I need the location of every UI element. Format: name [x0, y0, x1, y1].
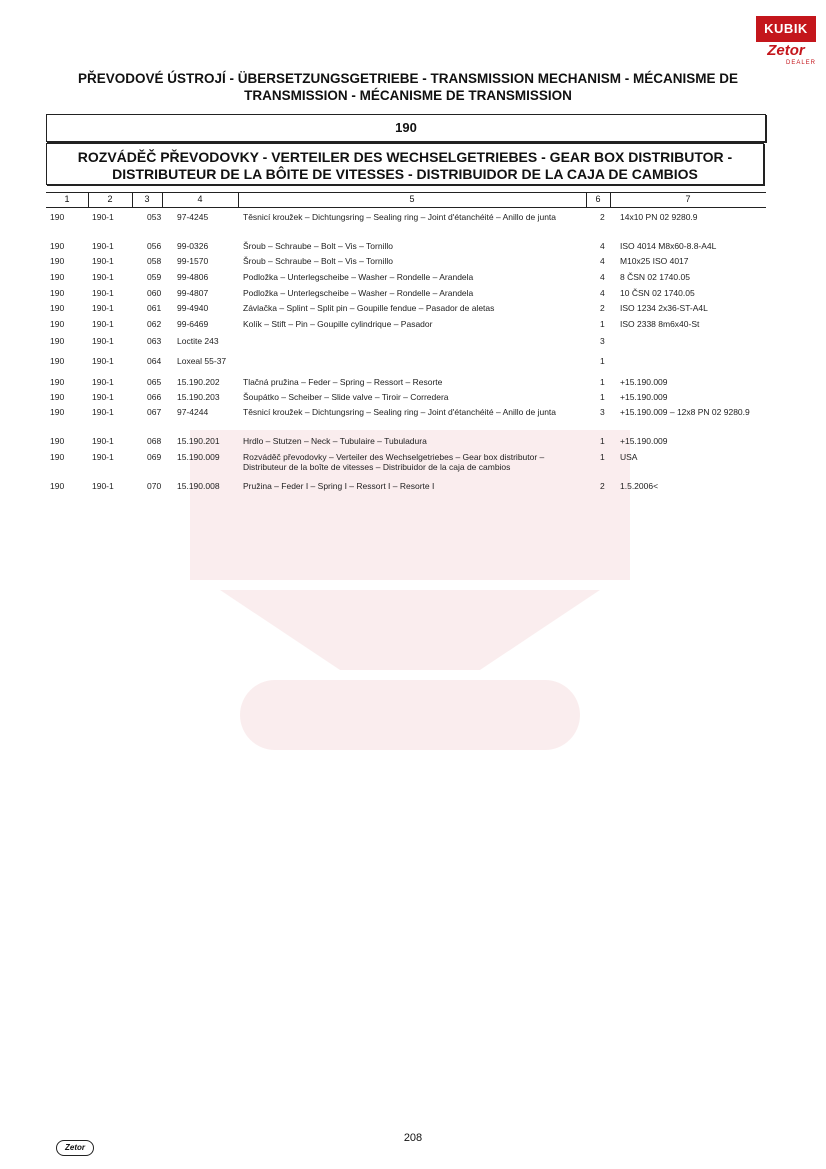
row-quantity: 2 — [600, 481, 605, 491]
row-description: Pružina – Feder I – Spring I – Ressort I – Resorte I — [243, 481, 435, 491]
row-ref: 190 — [50, 288, 65, 298]
row-position: 069 — [147, 452, 162, 462]
row-part-number: 15.190.202 — [177, 377, 220, 387]
row-group: 190-1 — [92, 319, 114, 329]
row-position: 061 — [147, 303, 162, 313]
row-ref: 190 — [50, 436, 65, 446]
row-part-number: 99-4940 — [177, 303, 209, 313]
row-quantity: 1 — [600, 436, 605, 446]
row-description: Šroub – Schraube – Bolt – Vis – Tornillo — [243, 256, 393, 266]
footer-zetor-logo: Zetor — [56, 1140, 94, 1156]
section-number-box: 190 — [46, 114, 766, 142]
column-header-2: 2 — [107, 194, 113, 204]
dealer-logo-text: DEALER — [785, 60, 816, 66]
row-description: Šroub – Schraube – Bolt – Vis – Tornillo — [243, 241, 393, 251]
row-ref: 190 — [50, 319, 65, 329]
row-part-number: 15.190.009 — [177, 452, 220, 462]
row-description: Rozváděč převodovky – Verteiler des Wechselgetriebes – Gear box distributor – Distributeur de la boîte de vitesses – Distribuidor de la caja de cambios — [243, 452, 545, 472]
row-quantity: 2 — [600, 303, 605, 313]
row-note: +15.190.009 — [620, 436, 668, 446]
column-header-7: 7 — [685, 194, 691, 204]
row-part-number: 99-6469 — [177, 319, 209, 329]
row-part-number: Loctite 243 — [177, 336, 219, 346]
row-note: 8 ČSN 02 1740.05 — [620, 272, 690, 282]
row-position: 068 — [147, 436, 162, 446]
row-ref: 190 — [50, 452, 65, 462]
row-ref: 190 — [50, 272, 65, 282]
page-title-line-2: TRANSMISSION - MÉCANISME DE TRANSMISSION — [244, 88, 572, 103]
column-header-4: 4 — [197, 194, 203, 204]
row-group: 190-1 — [92, 212, 114, 222]
row-group: 190-1 — [92, 272, 114, 282]
row-part-number: 97-4245 — [177, 212, 209, 222]
row-description: Těsnicí kroužek – Dichtungsring – Sealing ring – Joint d'étanchéité – Anillo de junta — [243, 212, 557, 222]
row-group: 190-1 — [92, 356, 114, 366]
row-description: Podložka – Unterlegscheibe – Washer – Rondelle – Arandela — [243, 288, 474, 298]
row-position: 056 — [147, 241, 162, 251]
row-quantity: 1 — [600, 356, 605, 366]
row-note: 10 ČSN 02 1740.05 — [620, 288, 695, 298]
kubik-zetor-watermark — [180, 420, 640, 780]
row-description: Tlačná pružina – Feder – Spring – Ressort – Resorte — [243, 377, 443, 387]
row-position: 062 — [147, 319, 162, 329]
row-position: 063 — [147, 336, 162, 346]
row-part-number: 15.190.008 — [177, 481, 220, 491]
row-group: 190-1 — [92, 452, 114, 462]
row-part-number: 99-1570 — [177, 256, 209, 266]
column-header-row — [46, 192, 766, 208]
row-ref: 190 — [50, 303, 65, 313]
row-group: 190-1 — [92, 407, 114, 417]
column-header-1: 1 — [64, 194, 70, 204]
row-group: 190-1 — [92, 303, 114, 313]
row-ref: 190 — [50, 256, 65, 266]
column-header-5: 5 — [409, 194, 415, 204]
row-ref: 190 — [50, 481, 65, 491]
column-header-3: 3 — [144, 194, 150, 204]
row-quantity: 4 — [600, 256, 605, 266]
row-part-number: 99-4807 — [177, 288, 209, 298]
row-quantity: 4 — [600, 241, 605, 251]
row-group: 190-1 — [92, 377, 114, 387]
row-group: 190-1 — [92, 336, 114, 346]
row-quantity: 1 — [600, 452, 605, 462]
group-title-line-2: DISTRIBUTEUR DE LA BÔITE DE VITESSES - DISTRIBUIDOR DE LA CAJA DE CAMBIOS — [112, 166, 698, 182]
group-title-box — [46, 143, 764, 185]
row-ref: 190 — [50, 241, 65, 251]
row-note: 14x10 PN 02 9280.9 — [620, 212, 698, 222]
row-description: Těsnicí kroužek – Dichtungsring – Sealing ring – Joint d'étanchéité – Anillo de junta — [243, 407, 557, 417]
row-quantity: 3 — [600, 407, 605, 417]
row-ref: 190 — [50, 407, 65, 417]
page-title-line-1: PŘEVODOVÉ ÚSTROJÍ - ÜBERSETZUNGSGETRIEBE - TRANSMISSION MECHANISM - MÉCANISME DE — [77, 71, 739, 86]
row-part-number: 97-4244 — [177, 407, 209, 417]
row-quantity: 3 — [600, 336, 605, 346]
row-part-number: 99-4806 — [177, 272, 209, 282]
row-position: 058 — [147, 256, 162, 266]
row-note: +15.190.009 — [620, 392, 668, 402]
row-quantity: 1 — [600, 392, 605, 402]
row-note: ISO 4014 M8x60-8.8-A4L — [620, 241, 717, 251]
row-quantity: 4 — [600, 288, 605, 298]
row-ref: 190 — [50, 377, 65, 387]
row-part-number: Loxeal 55-37 — [177, 356, 227, 366]
row-position: 053 — [147, 212, 162, 222]
row-group: 190-1 — [92, 241, 114, 251]
row-ref: 190 — [50, 336, 65, 346]
row-quantity: 4 — [600, 272, 605, 282]
row-description: Šoupátko – Scheiber – Slide valve – Tiroir – Corredera — [243, 392, 449, 402]
column-header-6: 6 — [595, 194, 601, 204]
row-description: Kolík – Stift – Pin – Goupille cylindrique – Pasador — [243, 319, 433, 329]
row-note: +15.190.009 — [620, 377, 668, 387]
zetor-logo-text: Zetor — [767, 42, 805, 59]
row-description: Hrdlo – Stutzen – Neck – Tubulaire – Tubuladura — [243, 436, 427, 446]
row-note: M10x25 ISO 4017 — [620, 256, 689, 266]
row-position: 070 — [147, 481, 162, 491]
row-description: Závlačka – Splint – Split pin – Goupille fendue – Pasador de aletas — [243, 303, 495, 313]
row-ref: 190 — [50, 356, 65, 366]
page-title — [50, 70, 766, 104]
kubik-zetor-logo — [756, 16, 816, 66]
row-position: 067 — [147, 407, 162, 417]
row-group: 190-1 — [92, 436, 114, 446]
row-position: 065 — [147, 377, 162, 387]
row-note: +15.190.009 – 12x8 PN 02 9280.9 — [620, 407, 750, 417]
row-position: 064 — [147, 356, 162, 366]
row-note: USA — [620, 452, 638, 462]
row-part-number: 15.190.201 — [177, 436, 220, 446]
row-part-number: 99-0326 — [177, 241, 209, 251]
kubik-logo-text: KUBIK — [756, 16, 816, 42]
page-number: 208 — [403, 1132, 423, 1144]
row-note: 1.5.2006< — [620, 481, 659, 491]
row-position: 059 — [147, 272, 162, 282]
group-title-line-1: ROZVÁDĚČ PŘEVODOVKY - VERTEILER DES WECHSELGETRIEBES - GEAR BOX DISTRIBUTOR - — [77, 149, 733, 165]
row-ref: 190 — [50, 392, 65, 402]
row-group: 190-1 — [92, 481, 114, 491]
row-position: 066 — [147, 392, 162, 402]
row-quantity: 2 — [600, 212, 605, 222]
row-group: 190-1 — [92, 288, 114, 298]
row-note: ISO 2338 8m6x40-St — [620, 319, 700, 329]
row-part-number: 15.190.203 — [177, 392, 220, 402]
row-quantity: 1 — [600, 319, 605, 329]
row-description: Podložka – Unterlegscheibe – Washer – Rondelle – Arandela — [243, 272, 474, 282]
row-ref: 190 — [50, 212, 65, 222]
row-position: 060 — [147, 288, 162, 298]
row-group: 190-1 — [92, 392, 114, 402]
row-quantity: 1 — [600, 377, 605, 387]
row-group: 190-1 — [92, 256, 114, 266]
row-note: ISO 1234 2x36-ST-A4L — [620, 303, 708, 313]
